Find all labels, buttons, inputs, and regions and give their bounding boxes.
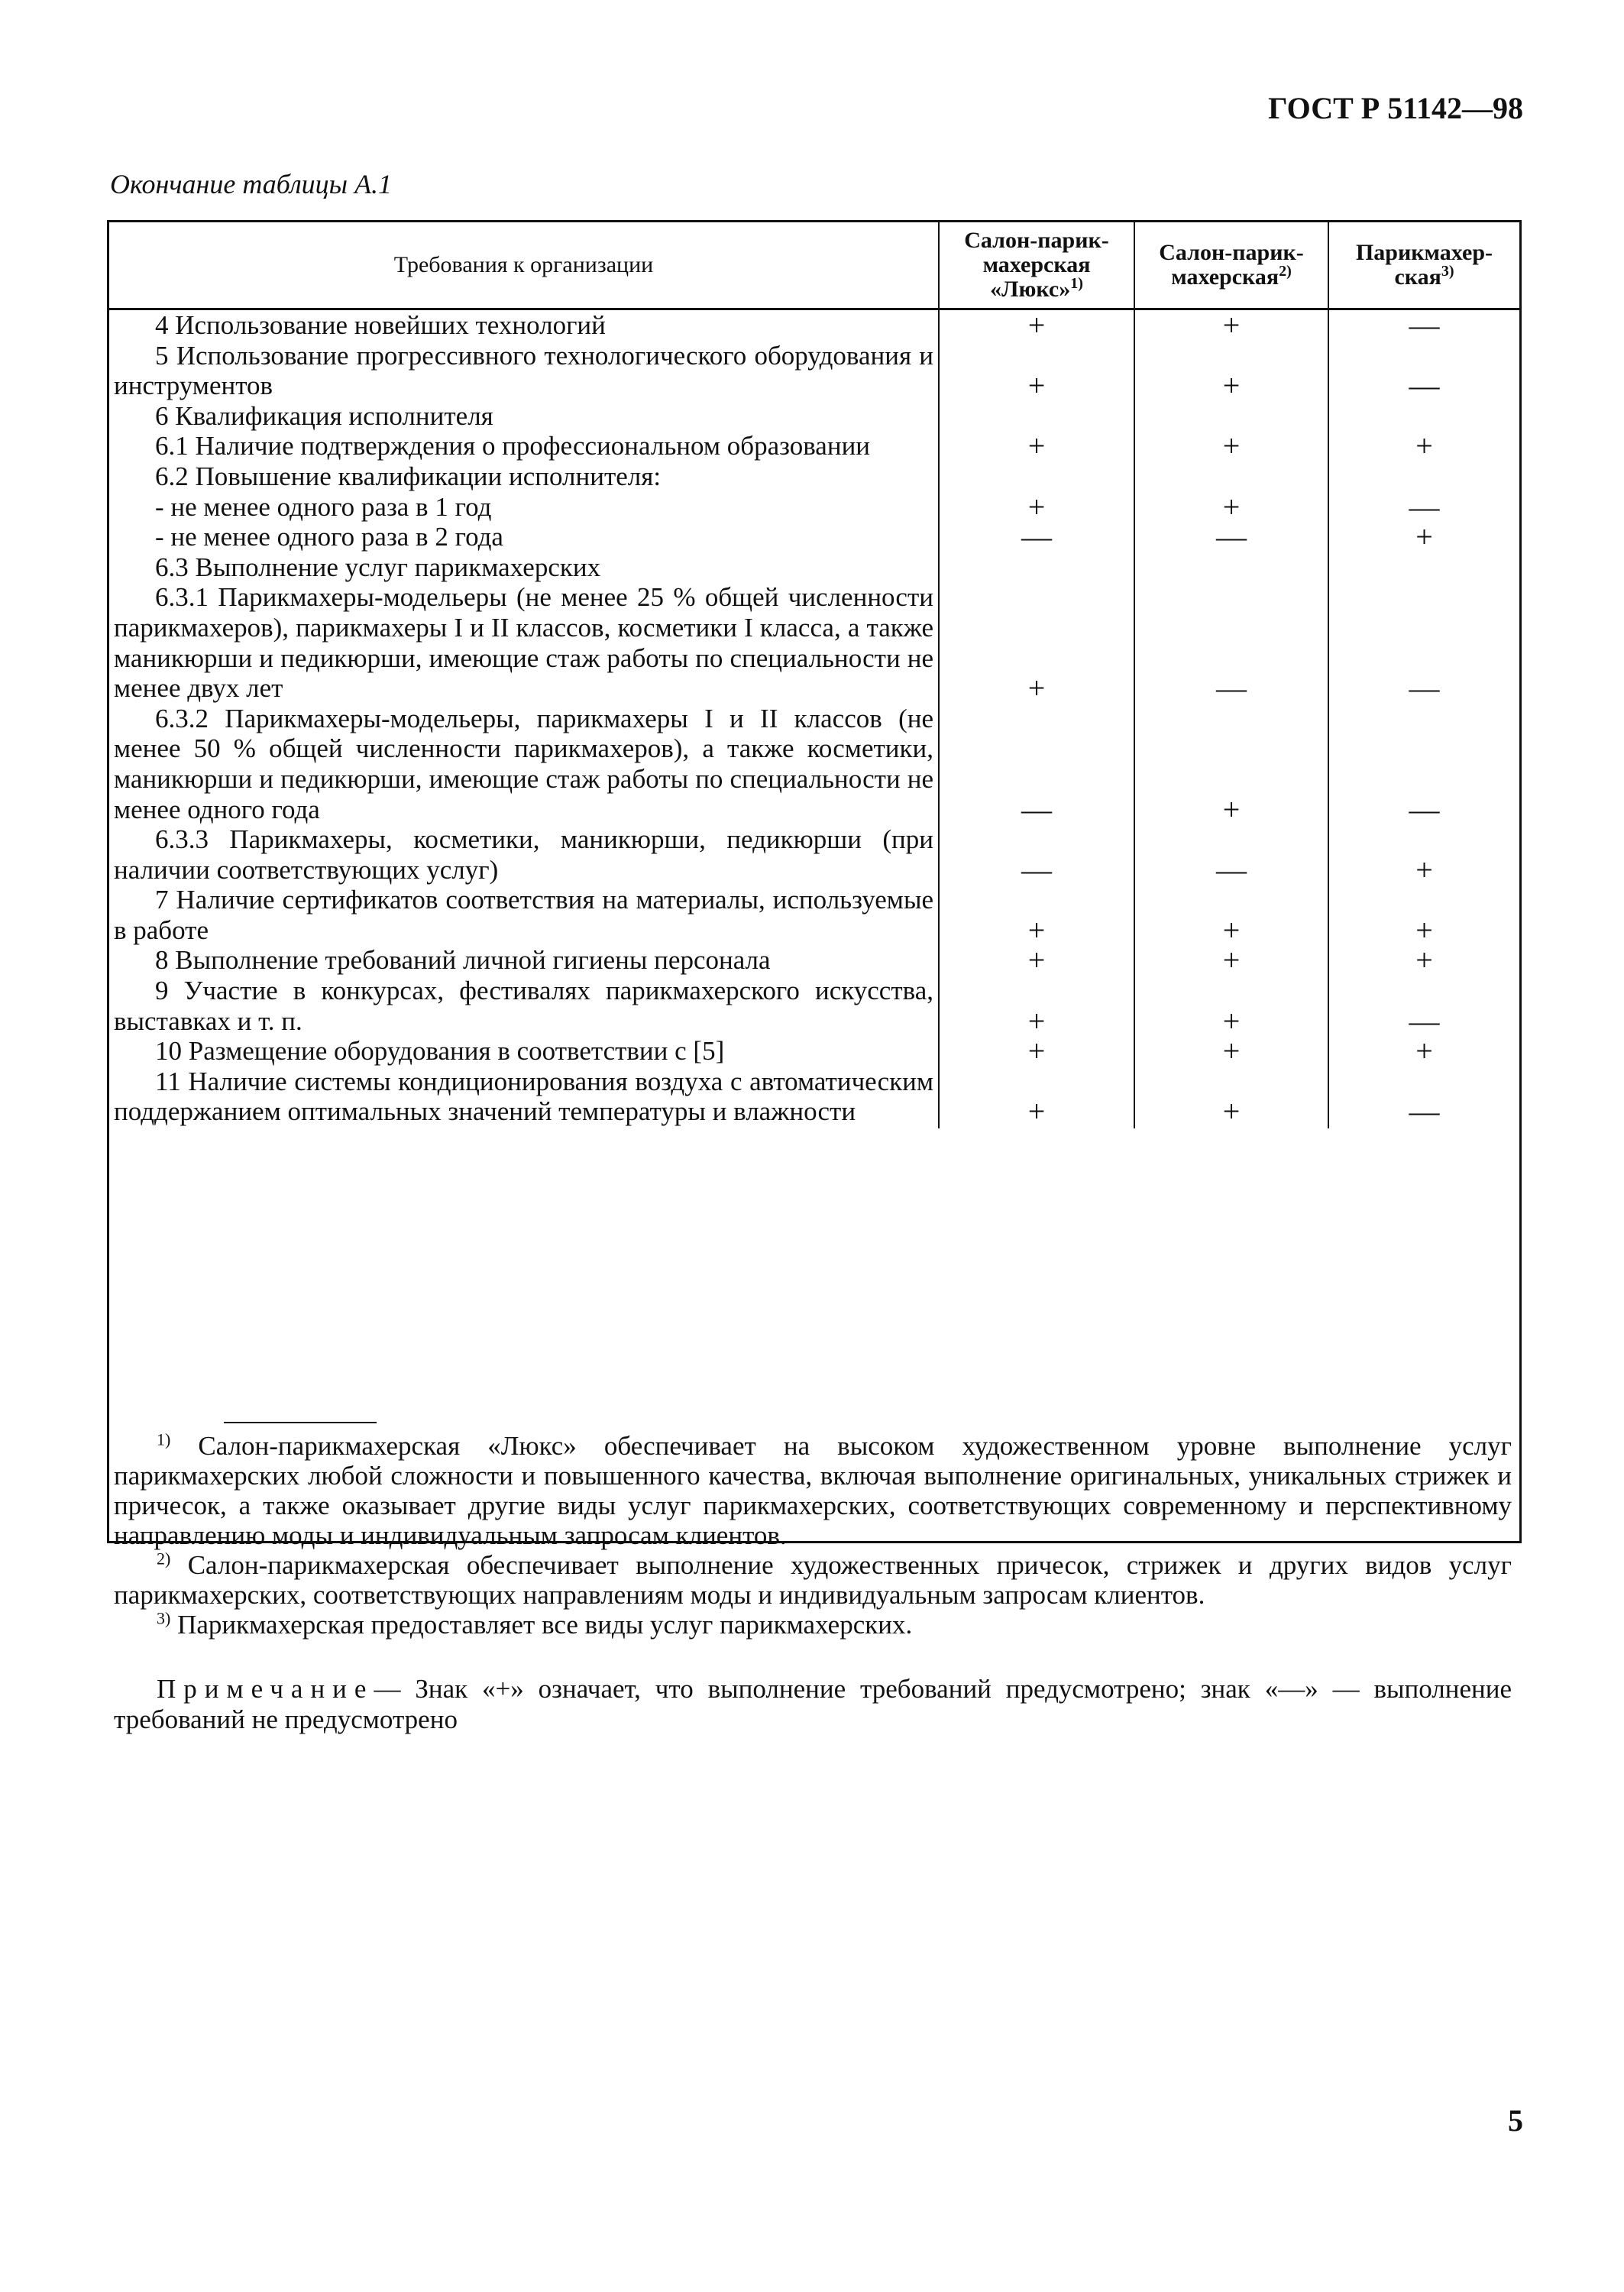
mark-barbershop [1328, 461, 1519, 492]
table-row [109, 552, 1519, 583]
mark-salon: + [1134, 1036, 1328, 1067]
mark-salon-lux: + [939, 431, 1134, 461]
table-row [109, 461, 1519, 492]
footnote-1-text: Салон-парикмахерская «Люкс» обеспечивает на высоком художественном уровне выполнение услуг парикмахерских любой сложности и повышенного качества, включая выполнение оригинальных, уникальных стрижек и причесок, а также оказывает другие виды услуг парикмахерских, соответствующих современному и перспективному направлению моды и индивидуальным запросам клиентов. [114, 1431, 1512, 1550]
mark-barbershop: — [1328, 976, 1519, 1036]
mark-barbershop: — [1328, 582, 1519, 703]
requirement-text: 4 Использование новейших технологий [155, 310, 606, 340]
mark-barbershop: — [1328, 492, 1519, 523]
table-row [109, 309, 1519, 341]
mark-salon-lux: + [939, 976, 1134, 1036]
mark-salon [1134, 401, 1328, 432]
requirement-text: 8 Выполнение требований личной гигиены персонала [155, 945, 771, 976]
footnote-2-mark: 2) [157, 1549, 171, 1568]
column-header-requirements-text: Требования к организации [393, 252, 654, 277]
footnote-ref-1: 1) [1070, 275, 1083, 292]
document-code: ГОСТ Р 51142—98 [1268, 91, 1523, 125]
table-row [109, 824, 1519, 885]
requirement-text: 6.3.3 Парикмахеры, косметики, маникюрши, педикюрши (при наличии соответствующих услуг) [114, 824, 933, 885]
table-note [114, 1674, 1512, 1735]
mark-salon-lux: + [939, 945, 1134, 976]
mark-salon-lux [939, 552, 1134, 583]
table-row [109, 945, 1519, 976]
requirement-text: 6.3.2 Парикмахеры-модельеры, парикмахеры I и II классов (не менее 50 % общей численности парикмахеров), а также косметики, маникюрши и педикюрши, имеющие стаж работы по специальности не менее одного года [114, 703, 933, 824]
mark-salon-lux: + [939, 885, 1134, 945]
footnote-3 [114, 1610, 1512, 1640]
table-row [109, 492, 1519, 523]
column-header-requirements [109, 222, 939, 309]
footnote-2 [114, 1550, 1512, 1610]
mark-salon-lux: — [939, 824, 1134, 885]
mark-barbershop: + [1328, 885, 1519, 945]
requirement-text: 7 Наличие сертификатов соответствия на материалы, используемые в работе [114, 885, 933, 945]
mark-salon: + [1134, 945, 1328, 976]
mark-salon: + [1134, 492, 1328, 523]
note-label: Примечание [157, 1674, 374, 1704]
mark-salon-lux: — [939, 704, 1134, 824]
mark-barbershop: — [1328, 309, 1519, 341]
column-header-salon-line2: махерская [1171, 264, 1279, 290]
footnote-3-mark: 3) [157, 1608, 171, 1628]
note-text: — Знак «+» означает, что выполнение требований предусмотрено; знак «—» — выполнение требований не предусмотрено [114, 1674, 1512, 1734]
requirement-text: 10 Размещение оборудования в соответствии с [5] [155, 1036, 725, 1067]
mark-salon-lux: + [939, 582, 1134, 703]
footnotes [114, 1431, 1512, 1640]
table-row [109, 1036, 1519, 1067]
footnote-3-text: Парикмахерская предоставляет все виды услуг парикмахерских. [177, 1610, 913, 1640]
mark-barbershop: — [1328, 1067, 1519, 1128]
requirements-table [109, 222, 1519, 1128]
requirement-text: - не менее одного раза в 1 год [155, 491, 492, 522]
column-header-salon-lux [939, 222, 1134, 309]
mark-salon-lux: + [939, 341, 1134, 401]
mark-barbershop: — [1328, 341, 1519, 401]
column-header-barbershop-line2: ская [1394, 264, 1441, 290]
mark-salon: + [1134, 431, 1328, 461]
page-number: 5 [1508, 2103, 1523, 2138]
table-row [109, 885, 1519, 945]
footnote-ref-3: 3) [1441, 263, 1454, 280]
mark-barbershop [1328, 552, 1519, 583]
column-header-salon-line1: Салон-парик- [1159, 240, 1304, 265]
requirement-text: 6.1 Наличие подтверждения о профессиональном образовании [155, 431, 871, 461]
mark-salon: — [1134, 522, 1328, 552]
mark-barbershop: + [1328, 824, 1519, 885]
mark-salon-lux: + [939, 1067, 1134, 1128]
requirement-text: 6.2 Повышение квалификации исполнителя: [155, 461, 662, 491]
footnote-ref-2: 2) [1279, 263, 1292, 280]
mark-salon: + [1134, 885, 1328, 945]
table-row [109, 976, 1519, 1036]
table-row [109, 431, 1519, 461]
table-header-row [109, 222, 1519, 309]
mark-salon [1134, 552, 1328, 583]
table-row [109, 522, 1519, 552]
footnote-2-text: Салон-парикмахерская обеспечивает выполнение художественных причесок, стрижек и других видов услуг парикмахерских, соответствующих направлениям моды и индивидуальным запросам клиентов. [114, 1550, 1512, 1610]
requirement-text: 11 Наличие системы кондиционирования воздуха с автоматическим поддержанием оптимальных значений температуры и влажности [114, 1066, 933, 1127]
column-header-barbershop-line1: Парикмахер- [1355, 240, 1493, 265]
mark-barbershop [1328, 401, 1519, 432]
mark-salon: — [1134, 824, 1328, 885]
table-row [109, 582, 1519, 703]
table-row [109, 341, 1519, 401]
requirement-text: - не менее одного раза в 2 года [155, 522, 503, 552]
mark-salon: + [1134, 309, 1328, 341]
mark-salon [1134, 461, 1328, 492]
mark-salon-lux [939, 461, 1134, 492]
column-header-salon-lux-line2: махерская [982, 252, 1091, 277]
column-header-salon-lux-line1: Салон-парик- [964, 228, 1109, 253]
mark-salon-lux [939, 401, 1134, 432]
mark-barbershop: + [1328, 945, 1519, 976]
footnote-separator [224, 1422, 377, 1423]
mark-barbershop: — [1328, 704, 1519, 824]
table-row [109, 401, 1519, 432]
requirement-text: 6.3 Выполнение услуг парикмахерских [155, 552, 601, 582]
mark-barbershop: + [1328, 522, 1519, 552]
table-row [109, 1067, 1519, 1128]
mark-salon: + [1134, 704, 1328, 824]
mark-salon: + [1134, 976, 1328, 1036]
footnote-1 [114, 1431, 1512, 1550]
mark-salon-lux: + [939, 1036, 1134, 1067]
table-caption: Окончание таблицы А.1 [110, 169, 393, 199]
requirement-text: 5 Использование прогрессивного технологического оборудования и инструментов [114, 340, 933, 401]
column-header-salon-lux-line3: «Люкс» [990, 277, 1071, 302]
requirement-text: 9 Участие в конкурсах, фестивалях парикмахерского искусства, выставках и т. п. [114, 976, 933, 1036]
column-header-barbershop [1328, 222, 1519, 309]
mark-barbershop: + [1328, 1036, 1519, 1067]
requirement-text: 6 Квалификация исполнителя [155, 400, 493, 431]
mark-salon: — [1134, 582, 1328, 703]
requirements-table-frame [107, 220, 1522, 1734]
mark-salon: + [1134, 341, 1328, 401]
mark-salon-lux: — [939, 522, 1134, 552]
mark-barbershop: + [1328, 431, 1519, 461]
requirement-text: 6.3.1 Парикмахеры-модельеры (не менее 25 % общей численности парикмахеров), парикмахеры I и II классов, косметики I класса, а также маникюрши и педикюрши, имеющие стаж работы по специальности не менее двух лет [114, 582, 933, 704]
footnote-1-mark: 1) [157, 1429, 171, 1449]
mark-salon-lux: + [939, 492, 1134, 523]
mark-salon: + [1134, 1067, 1328, 1128]
table-row [109, 704, 1519, 824]
column-header-salon [1134, 222, 1328, 309]
mark-salon-lux: + [939, 309, 1134, 341]
